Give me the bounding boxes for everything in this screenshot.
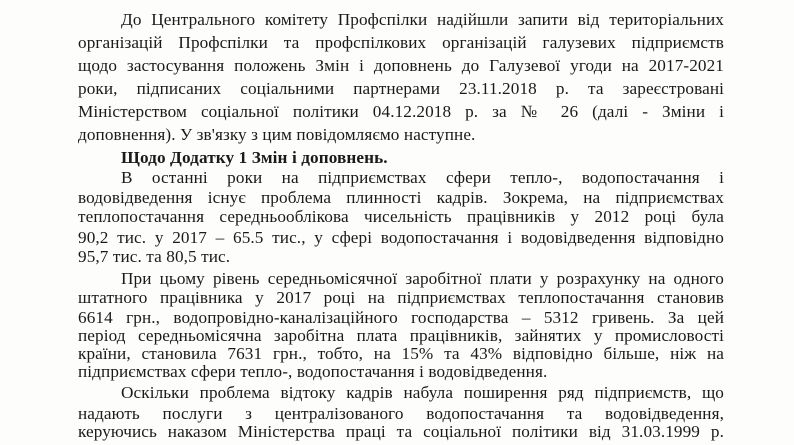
paragraph-4-line-1: Оскільки проблема відтоку кадрів набула поширення ряд підприємств, що [121,383,724,402]
paragraph-4-line-2: надають послуги з централізованого водопостачання та водовідведення, [78,404,724,423]
paragraph-3-line-3: 6614 грн., водопровідно-каналізаційного господарства – 5312 гривень. За цей [78,308,724,327]
paragraph-2-line-3: теплопостачання середньооблікова чисельність працівників у 2012 році була [78,207,724,226]
paragraph-4-line-3: керуючись наказом Міністерства праці та соціальної політики від 31.03.1999 р. [78,422,724,441]
paragraph-2-line-4: 90,2 тис. у 2017 – 65.5 тис., у сфері водопостачання і водовідведення відповідно [78,228,724,247]
paragraph-1-line-4: роки, підписаних соціальними партнерами 23.11.2018 р. та зареєстровані [78,79,724,98]
paragraph-2-line-5: 95,7 тис. та 80,5 тис. [78,247,231,266]
paragraph-3-line-5: країни, становила 7631 грн., тобто, на 15% та 43% відповідно більше, ніж на [78,344,724,363]
paragraph-1-line-1: До Центрального комітету Профспілки надійшли запити від територіальних [121,10,724,29]
paragraph-3-line-1: При цьому рівень середньомісячної заробітної плати у розрахунку на одного [121,269,724,288]
paragraph-3-line-4: період середньомісячна заробітна плата працівників, зайнятих у промисловості [78,326,724,345]
paragraph-1-line-2: організацій Профспілки та профспілкових організацій галузевих підприємств [78,33,724,52]
paragraph-1-line-3: щодо застосування положень Змін і доповнень до Галузевої угоди на 2017-2021 [78,56,724,75]
paragraph-3-line-2: штатного працівника у 2017 році на підприємствах теплопостачання становив [78,288,724,307]
paragraph-1-line-5: Міністерством соціальної політики 04.12.2018 р. за № 26 (далі - Зміни і [78,102,724,121]
paragraph-2-line-2: водовідведення існує проблема плинності кадрів. Зокрема, на підприємствах [78,188,724,207]
paragraph-3-line-6: підприємствах сфери тепло-, водопостачання і водовідведення. [78,362,548,381]
paragraph-2-line-1: В останні роки на підприємствах сфери тепло-, водопостачання і [121,168,724,187]
paragraph-1-line-6: доповнення). У зв'язку з цим повідомляємо наступне. [78,125,476,144]
section-heading: Щодо Додатку 1 Змін і доповнень. [121,148,388,167]
